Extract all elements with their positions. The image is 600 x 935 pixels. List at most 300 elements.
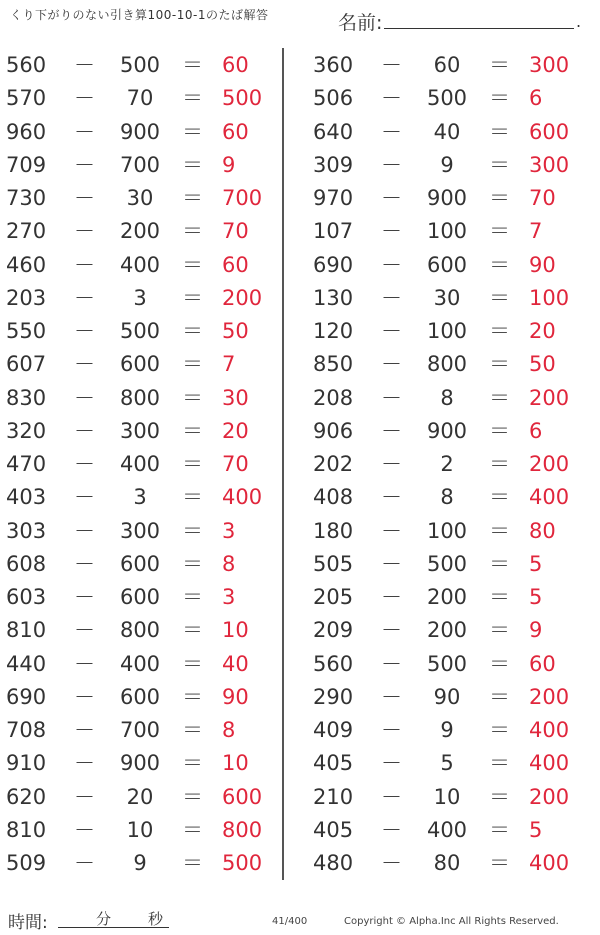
minuend: 560: [6, 53, 47, 77]
equals-sign: ＝: [182, 718, 203, 742]
copyright: Copyright © Alpha.Inc All Rights Reserved.: [344, 916, 559, 927]
minus-sign: －: [381, 518, 402, 543]
answer: 5: [529, 551, 543, 576]
answer: 9: [529, 618, 543, 643]
minuend: 506: [313, 86, 354, 111]
answer: 50: [222, 319, 249, 343]
equals-sign: ＝: [182, 319, 203, 343]
minuend: 620: [6, 784, 47, 809]
left-problem-row: [6, 214, 276, 247]
equals-sign: ＝: [489, 651, 510, 676]
subtrahend: 5: [440, 751, 454, 776]
equals-sign: ＝: [489, 817, 510, 842]
equals-sign: ＝: [489, 684, 510, 709]
subtrahend: 900: [426, 418, 468, 443]
equals-sign: ＝: [182, 219, 203, 244]
left-problem-row: [6, 414, 276, 447]
left-problem-row: [6, 115, 276, 148]
subtrahend: 700: [119, 718, 161, 742]
answer: 6: [529, 418, 543, 443]
minus-sign: －: [74, 551, 95, 576]
right-problem-row: [313, 115, 583, 148]
subtrahend: 9: [440, 718, 454, 742]
minuend: 560: [313, 651, 354, 676]
subtrahend: 600: [119, 684, 161, 709]
left-problem-row: [6, 613, 276, 646]
minuend: 960: [6, 119, 47, 144]
left-problem-row: [6, 647, 276, 680]
left-problem-row: [6, 846, 276, 879]
equals-sign: ＝: [489, 252, 510, 277]
equals-sign: ＝: [489, 585, 510, 609]
right-problem-row: [313, 746, 583, 779]
equals-sign: ＝: [182, 152, 203, 177]
equals-sign: ＝: [182, 252, 203, 277]
equals-sign: ＝: [182, 851, 203, 875]
name-label: 名前:: [338, 12, 383, 34]
minus-sign: －: [381, 385, 402, 410]
right-problem-row: [313, 813, 583, 846]
minuend: 409: [313, 718, 354, 742]
answer: 10: [222, 618, 249, 643]
right-problem-row: [313, 181, 583, 214]
right-problem-row: [313, 314, 583, 347]
equals-sign: ＝: [182, 518, 203, 543]
subtrahend: 500: [119, 53, 161, 77]
left-problem-row: [6, 447, 276, 480]
equals-sign: ＝: [489, 618, 510, 643]
minus-sign: －: [381, 452, 402, 476]
minuend: 708: [6, 718, 47, 742]
subtrahend: 800: [119, 385, 161, 410]
equals-sign: ＝: [489, 718, 510, 742]
minuend: 603: [6, 585, 47, 609]
left-problem-row: [6, 547, 276, 580]
answer: 70: [529, 186, 556, 210]
subtrahend: 800: [119, 618, 161, 643]
subtrahend: 3: [133, 285, 147, 310]
minuend: 690: [6, 684, 47, 709]
minus-sign: －: [74, 784, 95, 809]
equals-sign: ＝: [182, 618, 203, 643]
equals-sign: ＝: [489, 551, 510, 576]
minuend: 970: [313, 186, 354, 210]
left-problem-row: [6, 780, 276, 813]
minus-sign: －: [74, 718, 95, 742]
minus-sign: －: [381, 817, 402, 842]
subtrahend: 60: [433, 53, 461, 77]
minus-sign: －: [74, 485, 95, 510]
subtrahend: 500: [119, 319, 161, 343]
minus-sign: －: [74, 651, 95, 676]
right-problem-row: [313, 547, 583, 580]
worksheet-title: くり下がりのない引き算100-10-1のたば解答: [10, 8, 269, 22]
minuend: 205: [313, 585, 354, 609]
minuend: 480: [313, 851, 354, 875]
answer: 20: [529, 319, 556, 343]
left-problem-row: [6, 580, 276, 613]
name-dot: .: [576, 12, 582, 31]
answer: 80: [529, 518, 556, 543]
minuend: 608: [6, 551, 47, 576]
subtrahend: 2: [440, 452, 454, 476]
minus-sign: －: [74, 319, 95, 343]
answer: 60: [222, 252, 249, 277]
subtrahend: 400: [119, 651, 161, 676]
minus-sign: －: [381, 285, 402, 310]
equals-sign: ＝: [489, 784, 510, 809]
minuend: 550: [6, 319, 47, 343]
subtrahend: 10: [433, 784, 461, 809]
left-problem-row: [6, 347, 276, 380]
minuend: 202: [313, 452, 354, 476]
answer: 20: [222, 418, 249, 443]
equals-sign: ＝: [182, 186, 203, 210]
equals-sign: ＝: [489, 319, 510, 343]
minuend: 509: [6, 851, 47, 875]
subtrahend: 200: [426, 585, 468, 609]
equals-sign: ＝: [182, 418, 203, 443]
answer: 60: [529, 651, 556, 676]
minus-sign: －: [381, 751, 402, 776]
equals-sign: ＝: [489, 119, 510, 144]
answer: 400: [529, 718, 570, 742]
right-problem-row: [313, 846, 583, 879]
minus-sign: －: [74, 219, 95, 244]
subtrahend: 400: [426, 817, 468, 842]
answer: 6: [529, 86, 543, 111]
equals-sign: ＝: [182, 385, 203, 410]
equals-sign: ＝: [182, 285, 203, 310]
minus-sign: －: [74, 851, 95, 875]
answer: 400: [222, 485, 263, 510]
minus-sign: －: [74, 285, 95, 310]
equals-sign: ＝: [182, 86, 203, 111]
subtrahend: 500: [426, 651, 468, 676]
equals-sign: ＝: [489, 385, 510, 410]
equals-sign: ＝: [182, 651, 203, 676]
minus-sign: －: [74, 418, 95, 443]
answer: 7: [222, 352, 236, 377]
minuend: 360: [313, 53, 354, 77]
minuend: 607: [6, 352, 47, 377]
answer: 60: [222, 119, 249, 144]
minus-sign: －: [381, 418, 402, 443]
subtrahend: 30: [126, 186, 154, 210]
equals-sign: ＝: [182, 485, 203, 510]
subtrahend: 900: [119, 751, 161, 776]
minuend: 290: [313, 684, 354, 709]
answer: 200: [222, 285, 263, 310]
minuend: 210: [313, 784, 354, 809]
minus-sign: －: [74, 252, 95, 277]
right-problem-row: [313, 647, 583, 680]
minus-sign: －: [74, 452, 95, 476]
left-problem-column: [6, 48, 276, 879]
minus-sign: －: [381, 618, 402, 643]
subtrahend: 70: [126, 86, 154, 111]
answer: 200: [529, 452, 570, 476]
minuend: 906: [313, 418, 354, 443]
left-problem-row: [6, 314, 276, 347]
subtrahend: 8: [440, 485, 454, 510]
minus-sign: －: [74, 119, 95, 144]
minuend: 403: [6, 485, 47, 510]
answer: 5: [529, 585, 543, 609]
minuend: 303: [6, 518, 47, 543]
minus-sign: －: [381, 485, 402, 510]
right-problem-row: [313, 414, 583, 447]
right-problem-row: [313, 780, 583, 813]
answer: 400: [529, 751, 570, 776]
subtrahend: 400: [119, 252, 161, 277]
subtrahend: 200: [426, 618, 468, 643]
minus-sign: －: [74, 86, 95, 111]
answer: 600: [529, 119, 570, 144]
subtrahend: 90: [433, 684, 461, 709]
right-problem-row: [313, 248, 583, 281]
answer: 10: [222, 751, 249, 776]
right-problem-row: [313, 81, 583, 114]
minuend: 107: [313, 219, 354, 244]
answer: 5: [529, 817, 543, 842]
equals-sign: ＝: [489, 285, 510, 310]
minuend: 270: [6, 219, 47, 244]
subtrahend: 300: [119, 418, 161, 443]
subtrahend: 400: [119, 452, 161, 476]
minuend: 180: [313, 518, 354, 543]
subtrahend: 500: [426, 86, 468, 111]
right-problem-row: [313, 381, 583, 414]
equals-sign: ＝: [182, 551, 203, 576]
right-problem-row: [313, 713, 583, 746]
subtrahend: 20: [126, 784, 154, 809]
minuend: 570: [6, 86, 47, 111]
subtrahend: 40: [433, 119, 461, 144]
equals-sign: ＝: [489, 751, 510, 776]
minuend: 405: [313, 817, 354, 842]
answer: 8: [222, 551, 236, 576]
equals-sign: ＝: [489, 186, 510, 210]
left-problem-row: [6, 148, 276, 181]
minus-sign: －: [381, 152, 402, 177]
minuend: 405: [313, 751, 354, 776]
equals-sign: ＝: [489, 851, 510, 875]
right-problem-row: [313, 347, 583, 380]
subtrahend: 600: [119, 352, 161, 377]
right-problem-row: [313, 281, 583, 314]
minuend: 709: [6, 152, 47, 177]
equals-sign: ＝: [182, 684, 203, 709]
subtrahend: 3: [133, 485, 147, 510]
left-problem-row: [6, 248, 276, 281]
minuend: 209: [313, 618, 354, 643]
minuend: 810: [6, 618, 47, 643]
equals-sign: ＝: [489, 452, 510, 476]
equals-sign: ＝: [182, 751, 203, 776]
minuend: 850: [313, 352, 354, 377]
equals-sign: ＝: [489, 352, 510, 377]
minuend: 203: [6, 285, 47, 310]
minuend: 309: [313, 152, 354, 177]
equals-sign: ＝: [182, 585, 203, 609]
column-divider: [282, 48, 284, 880]
minus-sign: －: [381, 186, 402, 210]
minus-sign: －: [381, 784, 402, 809]
right-problem-row: [313, 580, 583, 613]
equals-sign: ＝: [489, 86, 510, 111]
answer: 9: [222, 152, 236, 177]
left-problem-row: [6, 480, 276, 513]
equals-sign: ＝: [489, 518, 510, 543]
subtrahend: 100: [426, 518, 468, 543]
subtrahend: 800: [426, 352, 468, 377]
time-label: 時間:: [8, 913, 48, 933]
subtrahend: 10: [126, 817, 154, 842]
minus-sign: －: [74, 817, 95, 842]
equals-sign: ＝: [489, 53, 510, 77]
left-problem-row: [6, 713, 276, 746]
page-number: 41/400: [272, 916, 308, 927]
left-problem-row: [6, 281, 276, 314]
subtrahend: 700: [119, 152, 161, 177]
equals-sign: ＝: [182, 817, 203, 842]
minus-sign: －: [381, 53, 402, 77]
answer: 40: [222, 651, 249, 676]
equals-sign: ＝: [489, 152, 510, 177]
left-problem-row: [6, 48, 276, 81]
answer: 100: [529, 285, 570, 310]
minuend: 320: [6, 418, 47, 443]
subtrahend: 600: [426, 252, 468, 277]
left-problem-row: [6, 81, 276, 114]
minus-sign: －: [74, 684, 95, 709]
minuend: 910: [6, 751, 47, 776]
right-problem-row: [313, 148, 583, 181]
equals-sign: ＝: [182, 784, 203, 809]
answer: 600: [222, 784, 263, 809]
equals-sign: ＝: [489, 485, 510, 510]
answer: 90: [529, 252, 556, 277]
subtrahend: 100: [426, 219, 468, 244]
answer: 500: [222, 851, 263, 875]
minuend: 120: [313, 319, 354, 343]
answer: 8: [222, 718, 236, 742]
subtrahend: 900: [119, 119, 161, 144]
subtrahend: 300: [119, 518, 161, 543]
answer: 200: [529, 684, 570, 709]
minus-sign: －: [381, 718, 402, 742]
minuend: 690: [313, 252, 354, 277]
minus-sign: －: [74, 751, 95, 776]
answer: 200: [529, 385, 570, 410]
subtrahend: 8: [440, 385, 454, 410]
minutes-label: 分: [96, 910, 112, 928]
minus-sign: －: [381, 851, 402, 875]
subtrahend: 9: [133, 851, 147, 875]
minuend: 440: [6, 651, 47, 676]
minuend: 460: [6, 252, 47, 277]
answer: 700: [222, 186, 263, 210]
left-problem-row: [6, 813, 276, 846]
minus-sign: －: [381, 252, 402, 277]
minus-sign: －: [74, 618, 95, 643]
minus-sign: －: [381, 651, 402, 676]
left-problem-row: [6, 680, 276, 713]
answer: 60: [222, 53, 249, 77]
right-problem-row: [313, 514, 583, 547]
equals-sign: ＝: [489, 219, 510, 244]
answer: 500: [222, 86, 263, 111]
equals-sign: ＝: [182, 119, 203, 144]
subtrahend: 200: [119, 219, 161, 244]
answer: 70: [222, 452, 249, 476]
minus-sign: －: [74, 186, 95, 210]
left-problem-row: [6, 514, 276, 547]
answer: 7: [529, 219, 543, 244]
minus-sign: －: [74, 53, 95, 77]
answer: 3: [222, 518, 236, 543]
answer: 400: [529, 485, 570, 510]
minuend: 208: [313, 385, 354, 410]
subtrahend: 900: [426, 186, 468, 210]
minuend: 810: [6, 817, 47, 842]
left-problem-row: [6, 746, 276, 779]
minus-sign: －: [74, 585, 95, 609]
right-problem-column: [313, 48, 583, 879]
right-problem-row: [313, 48, 583, 81]
answer: 3: [222, 585, 236, 609]
minuend: 830: [6, 385, 47, 410]
minus-sign: －: [381, 551, 402, 576]
equals-sign: ＝: [182, 452, 203, 476]
minus-sign: －: [381, 119, 402, 144]
answer: 300: [529, 152, 570, 177]
right-problem-row: [313, 214, 583, 247]
subtrahend: 600: [119, 551, 161, 576]
answer: 70: [222, 219, 249, 244]
subtrahend: 100: [426, 319, 468, 343]
answer: 800: [222, 817, 263, 842]
right-problem-row: [313, 680, 583, 713]
subtrahend: 9: [440, 152, 454, 177]
minus-sign: －: [381, 352, 402, 377]
right-problem-row: [313, 480, 583, 513]
answer: 90: [222, 684, 249, 709]
minuend: 470: [6, 452, 47, 476]
left-problem-row: [6, 181, 276, 214]
subtrahend: 30: [433, 285, 461, 310]
answer: 400: [529, 851, 570, 875]
minus-sign: －: [74, 352, 95, 377]
minuend: 408: [313, 485, 354, 510]
minus-sign: －: [74, 518, 95, 543]
minus-sign: －: [381, 86, 402, 111]
subtrahend: 600: [119, 585, 161, 609]
answer: 300: [529, 53, 570, 77]
minus-sign: －: [74, 152, 95, 177]
answer: 50: [529, 352, 556, 377]
name-line: [384, 28, 574, 29]
minus-sign: －: [381, 219, 402, 244]
minus-sign: －: [381, 684, 402, 709]
left-problem-row: [6, 381, 276, 414]
minus-sign: －: [381, 585, 402, 609]
minus-sign: －: [381, 319, 402, 343]
right-problem-row: [313, 613, 583, 646]
minuend: 730: [6, 186, 47, 210]
right-problem-row: [313, 447, 583, 480]
